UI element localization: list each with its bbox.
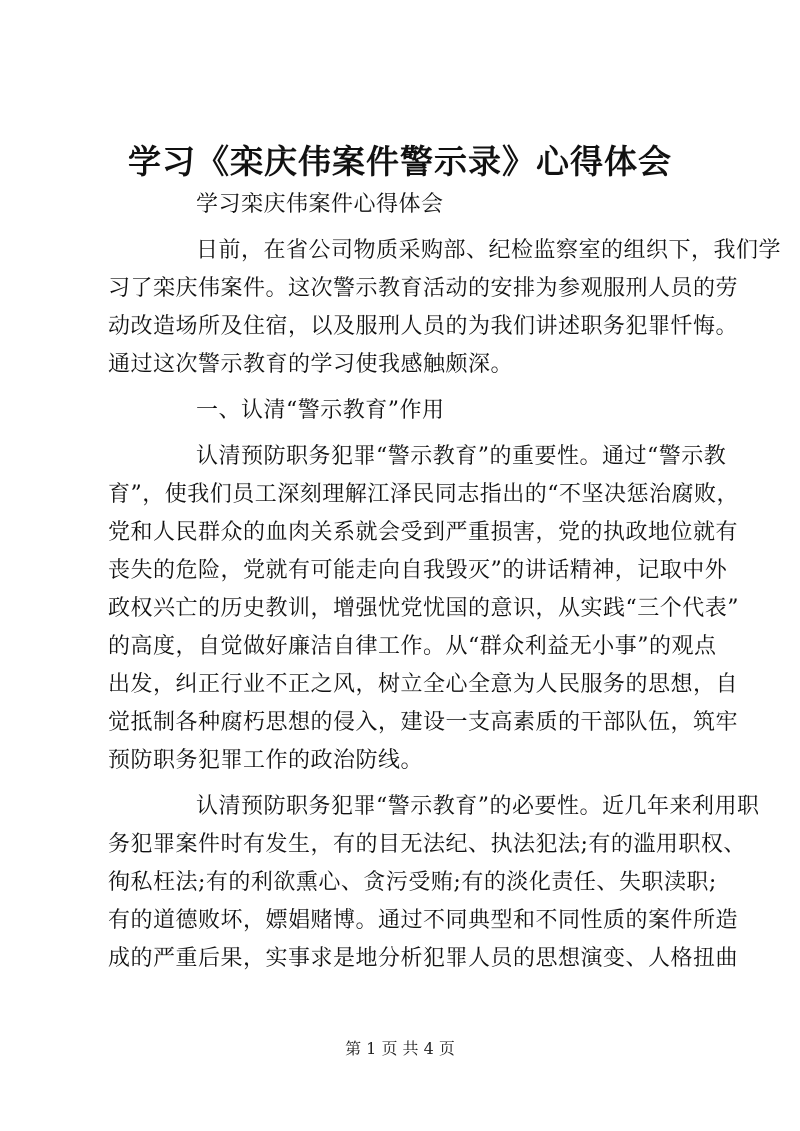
paragraph-line: 育”，使我们员工深刻理解江泽民同志指出的“不坚决惩治腐败， [108, 482, 739, 507]
paragraph-importance [108, 438, 739, 780]
paragraph-line: 一、认清“警示教育”作用 [196, 398, 445, 423]
paragraph-line: 有的道德败坏，嫖娼赌博。通过不同典型和不同性质的案件所造 [108, 908, 739, 933]
section-heading [108, 392, 716, 430]
paragraph-line: 预防职务犯罪工作的政治防线。 [108, 748, 424, 773]
paragraph-line: 出发，纠正行业不正之风，树立全心全意为人民服务的思想，自 [108, 672, 739, 697]
paragraph-line: 的高度，自觉做好廉洁自律工作。从“群众利益无小事”的观点 [108, 634, 717, 659]
paragraph-line: 认清预防职务犯罪“警示教育”的重要性。通过“警示教 [196, 444, 727, 469]
paragraph-line: 徇私枉法;有的利欲熏心、贪污受贿;有的淡化责任、失职渎职; [108, 870, 717, 895]
paragraph-line: 成的严重后果，实事求是地分析犯罪人员的思想演变、人格扭曲 [108, 946, 739, 971]
paragraph-line: 认清预防职务犯罪“警示教育”的必要性。近几年来利用职 [196, 794, 760, 819]
document-title: 学习《栾庆伟案件警示录》心得体会 [128, 142, 672, 181]
paragraph-line: 日前，在省公司物质采购部、纪检监察室的组织下，我们学 [196, 238, 782, 263]
paragraph-line: 觉抵制各种腐朽思想的侵入，建设一支高素质的干部队伍，筑牢 [108, 710, 739, 735]
paragraph-line: 动改造场所及住宿，以及服刑人员的为我们讲述职务犯罪忏悔。 [108, 314, 739, 339]
paragraph-line: 通过这次警示教育的学习使我感触颇深。 [108, 352, 514, 377]
paragraph-line: 务犯罪案件时有发生，有的目无法纪、执法犯法;有的滥用职权、 [108, 832, 746, 857]
paragraph-intro [108, 232, 782, 384]
paragraph-subtitle [108, 186, 716, 224]
page-footer: 第 1 页 共 4 页 [345, 1039, 455, 1058]
paragraph-line: 学习栾庆伟案件心得体会 [196, 192, 444, 217]
paragraph-necessity [108, 788, 760, 978]
paragraph-line: 党和人民群众的血肉关系就会受到严重损害，党的执政地位就有 [108, 520, 739, 545]
paragraph-line: 习了栾庆伟案件。这次警示教育活动的安排为参观服刑人员的劳 [108, 276, 739, 301]
paragraph-line: 政权兴亡的历史教训，增强忧党忧国的意识，从实践“三个代表” [108, 596, 739, 621]
paragraph-line: 丧失的危险，党就有可能走向自我毁灭”的讲话精神，记取中外 [108, 558, 728, 583]
document-body [108, 186, 782, 986]
